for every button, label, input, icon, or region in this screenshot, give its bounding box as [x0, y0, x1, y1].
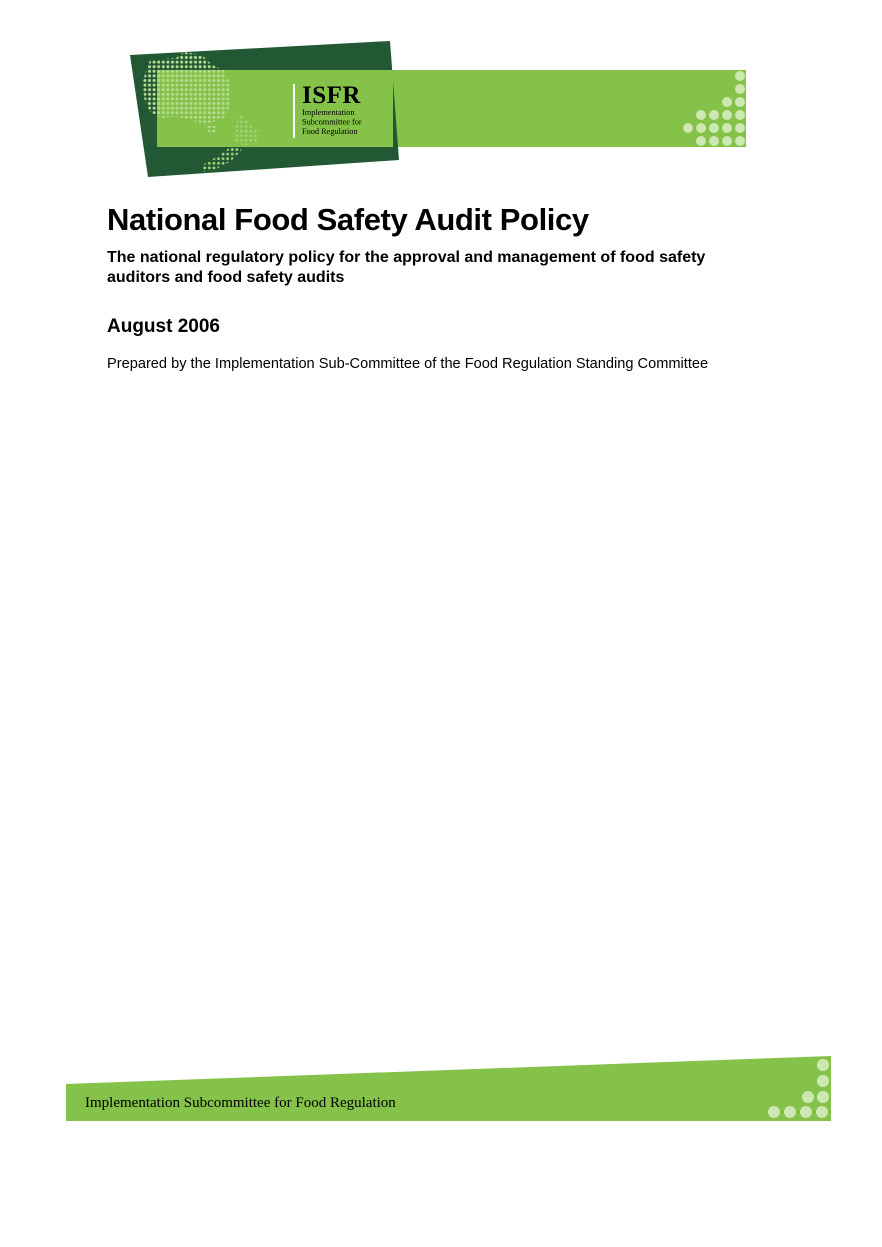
document-title: National Food Safety Audit Policy: [107, 202, 589, 237]
logo-acronym: ISFR: [302, 82, 361, 109]
logo-divider: [293, 84, 295, 138]
footer-green-band: [66, 1056, 831, 1121]
document-subtitle: The national regulatory policy for the approval and management of food safety auditors and food safety audits: [107, 249, 706, 286]
logo-subtitle-line-2: Subcommittee for: [302, 117, 362, 127]
logo-subtitle-line-1: Implementation: [302, 108, 355, 117]
isfr-header-logo: [0, 0, 882, 190]
footer-band: [0, 1050, 882, 1130]
document-date: August 2006: [107, 316, 220, 337]
footer-band-text: Implementation Subcommittee for Food Regulation: [85, 1095, 396, 1111]
prepared-by-statement: Prepared by the Implementation Sub-Committee of the Food Regulation Standing Committee: [107, 356, 709, 372]
tasmania-map-icon: [206, 126, 216, 132]
logo-subtitle-line-3: Food Regulation: [302, 127, 358, 136]
